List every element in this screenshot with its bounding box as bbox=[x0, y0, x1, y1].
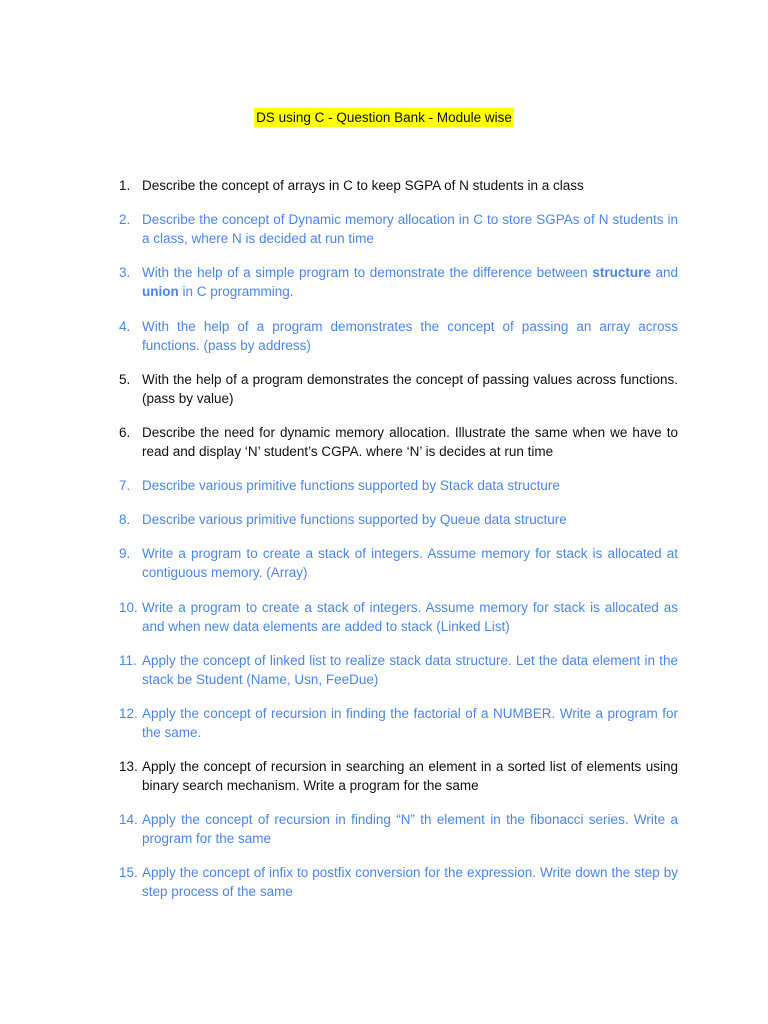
question-item-2 bbox=[119, 210, 678, 248]
question-text: Describe the concept of arrays in C to keep SGPA of N students in a class bbox=[142, 178, 584, 193]
question-item-4 bbox=[119, 317, 678, 355]
question-number: 4. bbox=[119, 319, 131, 334]
question-number: 15. bbox=[119, 865, 138, 880]
question-text: Describe the need for dynamic memory allocation. Illustrate the same when we have to read and display ‘N’ student’s CGPA. where ‘N’ is decides at run time bbox=[142, 425, 678, 459]
question-item-11 bbox=[119, 651, 678, 689]
question-text: Write a program to create a stack of integers. Assume memory for stack is allocated as and when new data elements are added to stack (Linked List) bbox=[142, 600, 678, 634]
question-text: Apply the concept of recursion in finding the factorial of a NUMBER. Write a program for the same. bbox=[142, 706, 678, 740]
question-number: 8. bbox=[119, 512, 131, 527]
question-item-5 bbox=[119, 370, 678, 408]
question-number: 14. bbox=[119, 812, 138, 827]
question-text: Describe various primitive functions supported by Queue data structure bbox=[142, 512, 567, 527]
question-item-3 bbox=[119, 263, 678, 301]
question-text: With the help of a program demonstrates the concept of passing an array across functions. (pass by address) bbox=[142, 319, 678, 353]
page-title: DS using C - Question Bank - Module wise bbox=[256, 110, 512, 125]
question-item-9 bbox=[119, 544, 678, 582]
question-text: Write a program to create a stack of integers. Assume memory for stack is allocated at contiguous memory. (Array) bbox=[142, 546, 678, 580]
question-text-part: With the help of a simple program to demonstrate the difference between bbox=[142, 265, 593, 280]
question-item-6 bbox=[119, 423, 678, 461]
question-text: Apply the concept of recursion in searching an element in a sorted list of elements using binary search mechanism. Write a program for the same bbox=[142, 759, 678, 793]
keyword-union: union bbox=[142, 284, 179, 299]
question-text: Apply the concept of linked list to realize stack data structure. Let the data element in the stack be Student (Name, Usn, FeeDue) bbox=[142, 653, 678, 687]
question-number: 10. bbox=[119, 600, 138, 615]
question-text: Describe various primitive functions supported by Stack data structure bbox=[142, 478, 560, 493]
question-number: 9. bbox=[119, 546, 131, 561]
question-number: 3. bbox=[119, 265, 131, 280]
question-text-part: in C programming. bbox=[178, 284, 294, 299]
question-number: 13. bbox=[119, 759, 138, 774]
question-number: 7. bbox=[119, 478, 131, 493]
question-item-15 bbox=[119, 863, 678, 901]
question-number: 6. bbox=[119, 425, 131, 440]
question-text-part: and bbox=[650, 265, 679, 280]
question-number: 1. bbox=[119, 178, 131, 193]
question-item-8 bbox=[119, 510, 678, 529]
question-text bbox=[142, 263, 678, 301]
question-item-13 bbox=[119, 757, 678, 795]
question-item-14 bbox=[119, 810, 678, 848]
question-number: 11. bbox=[119, 653, 137, 668]
question-number: 5. bbox=[119, 372, 131, 387]
question-item-1 bbox=[119, 176, 678, 195]
question-text: Describe the concept of Dynamic memory allocation in C to store SGPAs of N students in a class, where N is decided at run time bbox=[142, 212, 678, 246]
question-text: Apply the concept of infix to postfix conversion for the expression. Write down the step by step process of the same bbox=[142, 865, 678, 899]
question-item-10 bbox=[119, 598, 678, 636]
question-item-12 bbox=[119, 704, 678, 742]
question-number: 2. bbox=[119, 212, 131, 227]
question-item-7 bbox=[119, 476, 678, 495]
title-wrapper bbox=[0, 108, 768, 127]
keyword-structure: structure bbox=[592, 265, 651, 280]
question-text: Apply the concept of recursion in finding “N” th element in the fibonacci series. Write a program for the same bbox=[142, 812, 678, 846]
question-text: With the help of a program demonstrates the concept of passing values across functions. (pass by value) bbox=[142, 372, 678, 406]
question-number: 12. bbox=[119, 706, 138, 721]
